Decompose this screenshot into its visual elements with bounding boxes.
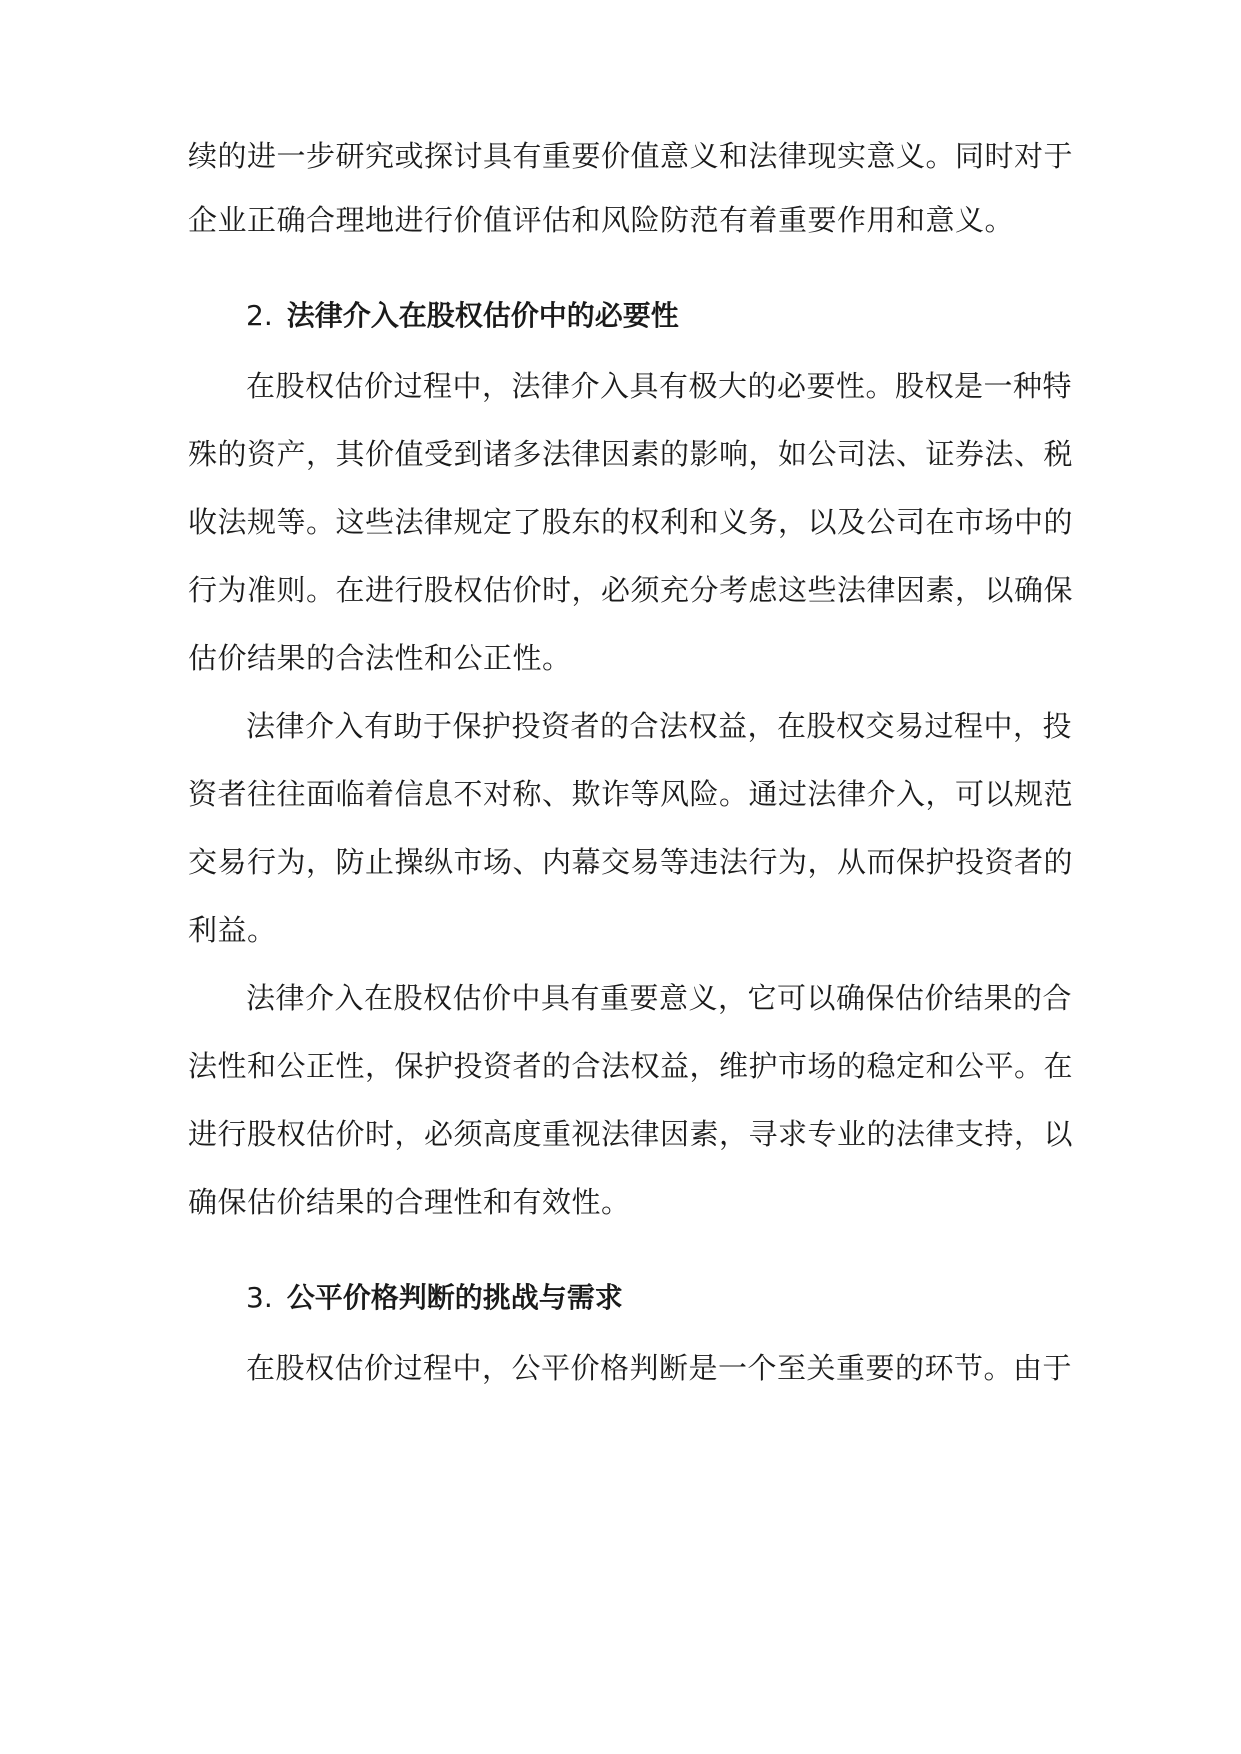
- s2-p1-line-4: 行为准则。在进行股权估价时，必须充分考虑这些法律因素，以确保: [188, 573, 1074, 607]
- s2-p3-line-4: 确保估价结果的合理性和有效性。: [188, 1185, 631, 1219]
- section-3-heading: [246, 1278, 623, 1318]
- section-2-number: 2.: [246, 299, 273, 332]
- s2-p3-line-2: 法性和公正性，保护投资者的合法权益，维护市场的稳定和公平。在: [188, 1049, 1074, 1083]
- section-2-heading: [246, 296, 679, 336]
- s3-p1-line-1: 在股权估价过程中，公平价格判断是一个至关重要的环节。由于: [246, 1351, 1073, 1385]
- s2-p1-line-5: 估价结果的合法性和公正性。: [188, 641, 572, 675]
- s2-p1-line-2: 殊的资产，其价值受到诸多法律因素的影响，如公司法、证券法、税: [188, 437, 1074, 471]
- section-3-number: 3.: [246, 1281, 273, 1314]
- intro-line-1: 续的进一步研究或探讨具有重要价值意义和法律现实意义。同时对于: [188, 139, 1074, 173]
- s2-p1-line-1: 在股权估价过程中，法律介入具有极大的必要性。股权是一种特: [246, 369, 1073, 403]
- s2-p3-line-1: 法律介入在股权估价中具有重要意义，它可以确保估价结果的合: [246, 981, 1073, 1015]
- s2-p1-line-3: 收法规等。这些法律规定了股东的权利和义务，以及公司在市场中的: [188, 505, 1074, 539]
- s2-p2-line-1: 法律介入有助于保护投资者的合法权益，在股权交易过程中，投: [246, 709, 1073, 743]
- section-3-title: 公平价格判断的挑战与需求: [286, 1281, 623, 1314]
- section-2-title: 法律介入在股权估价中的必要性: [286, 299, 679, 332]
- s2-p3-line-3: 进行股权估价时，必须高度重视法律因素，寻求专业的法律支持，以: [188, 1117, 1074, 1151]
- s2-p2-line-3: 交易行为，防止操纵市场、内幕交易等违法行为，从而保护投资者的: [188, 845, 1074, 879]
- s2-p2-line-2: 资者往往面临着信息不对称、欺诈等风险。通过法律介入，可以规范: [188, 777, 1074, 811]
- intro-line-2: 企业正确合理地进行价值评估和风险防范有着重要作用和意义。: [188, 203, 1015, 237]
- s2-p2-line-4: 利益。: [188, 913, 277, 947]
